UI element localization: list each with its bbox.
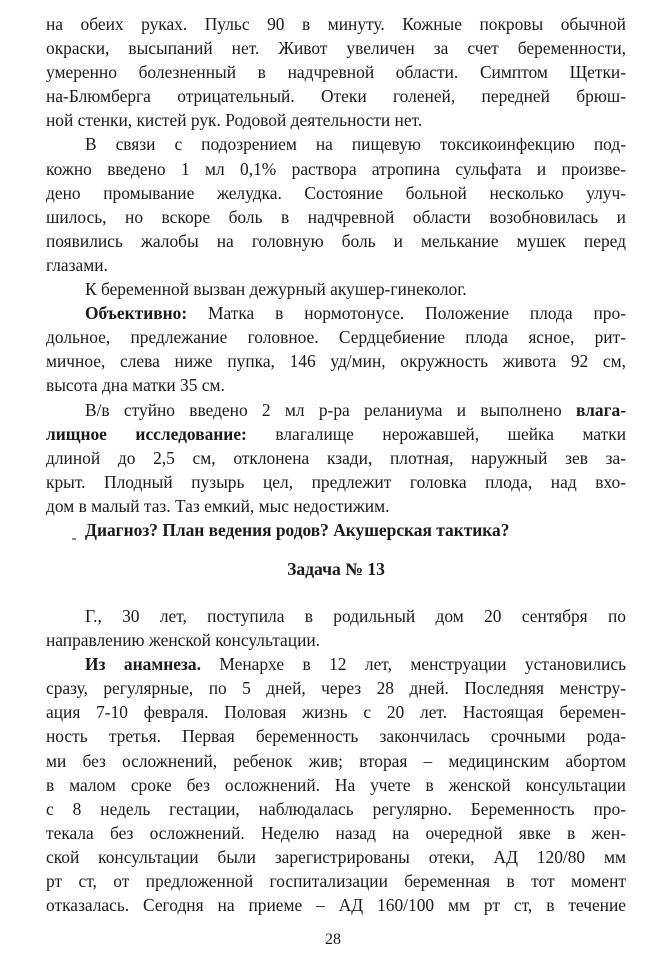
task-heading: Задача № 13	[287, 559, 385, 579]
task-questions: Диагноз? План ведения родов? Акушерская тактика?	[85, 519, 510, 540]
text-line: ация 7-10 февраля. Половая жизнь с 20 лет. Настоящая беремен-	[46, 702, 626, 723]
text-line: текала без осложнений. Неделю назад на очередной явке в жен-	[46, 822, 626, 843]
text-line: появились жалобы на головную боль и мелькание мушек перед	[46, 230, 626, 251]
text-line: дольное, предлежание головное. Сердцебиение плода ясное, рит-	[46, 327, 626, 348]
text-line: крыт. Плодный пузырь цел, предлежит головка плода, над вхо-	[46, 471, 626, 492]
text-line: с 8 недель гестации, наблюдалась регулярно. Беременность про-	[46, 798, 626, 819]
paragraph-treatment	[46, 132, 626, 277]
text-line: умеренно болезненный в надчревной области. Симптом Щетки-	[46, 62, 626, 83]
exam-text: влагалище нерожавшей, шейка матки	[246, 423, 626, 444]
paragraph-obgyn-called	[46, 277, 626, 301]
exam-intro-text: В/в стуйно введено 2 мл р-ра реланиума и выполнено	[85, 399, 576, 420]
objective-text: Матка в нормотонусе. Положение плода про-	[187, 303, 626, 324]
text-line: направлению женской консультации.	[46, 630, 321, 651]
text-line: К беременной вызван дежурный акушер-гинеколог.	[85, 279, 467, 300]
text-line: ми без осложнений, ребенок жив; вторая – медицинским абортом	[46, 750, 626, 771]
text-line: В связи с подозрением на пищевую токсикоинфекцию под-	[85, 134, 626, 155]
task-13-body	[46, 604, 626, 917]
text-line: дом в малый таз. Таз емкий, мыс недостижим.	[46, 495, 390, 516]
text-line: высота дна матки 35 см.	[46, 375, 225, 396]
text-line	[46, 301, 626, 325]
text-line	[46, 652, 626, 676]
text-line: Г., 30 лет, поступила в родильный дом 20 сентября по	[85, 606, 626, 626]
scan-speck	[72, 538, 76, 540]
anamnesis-text: Менархе в 12 лет, менструации установились	[200, 654, 626, 675]
paragraph-vaginal-exam	[46, 398, 626, 518]
page-body	[46, 12, 626, 916]
text-line: отказалась. Сегодня на приеме – АД 160/100 мм рт ст, в течение	[46, 895, 626, 916]
paragraph-admission	[46, 604, 626, 652]
text-line: рт ст, от предложенной госпитализации беременная в тот момент	[46, 871, 626, 892]
exam-label-part1: влага-	[576, 399, 626, 420]
text-line: ской консультации были зарегистрированы отеки, АД 120/80 мм	[46, 846, 626, 867]
text-line: кожно введено 1 мл 0,1% раствора атропина сульфата и произве-	[46, 158, 626, 179]
text-line: на обеих руках. Пульс 90 в минуту. Кожные покровы обычной	[46, 14, 626, 34]
text-line: ной стенки, кистей рук. Родовой деятельности нет.	[46, 110, 423, 131]
text-line	[46, 398, 626, 422]
paragraph-exam-findings	[46, 12, 626, 132]
text-line: мичное, слева ниже пупка, 146 уд/мин, окружность живота 92 см,	[46, 351, 626, 372]
paragraph-objective	[46, 301, 626, 397]
paragraph-anamnesis	[46, 652, 626, 917]
anamnesis-label: Из анамнеза.	[85, 654, 201, 675]
exam-label-part2: лищное исследование:	[46, 423, 247, 444]
text-line: шилось, но вскоре боль в надчревной области возобновилась и	[46, 206, 626, 227]
text-line: на-Блюмберга отрицательный. Отеки голеней, передней брюш-	[46, 86, 626, 107]
text-line: дено промывание желудка. Состояние больной несколько улуч-	[46, 182, 626, 203]
text-line: глазами.	[46, 254, 108, 275]
page-number: 28	[325, 931, 341, 948]
text-line: окраски, высыпаний нет. Живот увеличен за счет беременности,	[46, 38, 626, 59]
text-line: ность третья. Первая беременность закончилась срочными рода-	[46, 726, 626, 747]
text-line: длиной до 2,5 см, отклонена кзади, плотная, наружный зев за-	[46, 447, 626, 468]
text-line: сразу, регулярные, по 5 дней, через 28 дней. Последняя менстру-	[46, 678, 626, 699]
objective-label: Объективно:	[85, 303, 188, 324]
text-line: в малом сроке без осложнений. На учете в женской консультации	[46, 774, 626, 795]
text-line	[46, 422, 626, 446]
